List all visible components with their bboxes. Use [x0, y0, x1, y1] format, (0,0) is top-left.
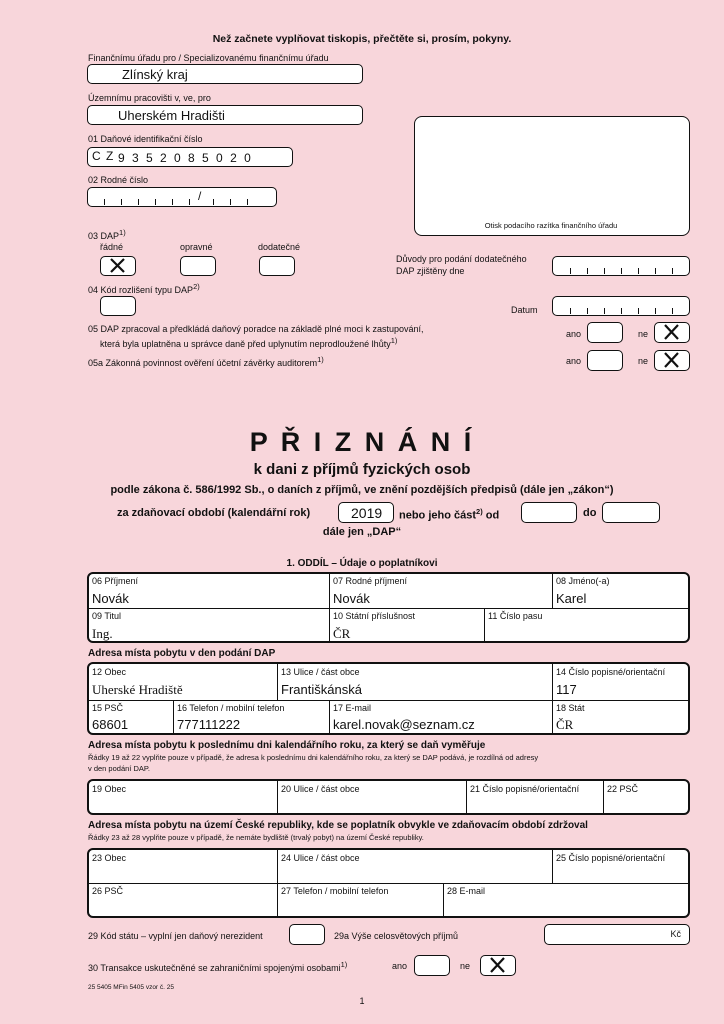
- opravne-checkbox[interactable]: [180, 256, 216, 276]
- date-field[interactable]: [552, 296, 690, 316]
- worldwide-income-field[interactable]: [544, 924, 690, 945]
- tax-id-prefix: C Z: [92, 149, 115, 163]
- year-field[interactable]: [338, 502, 394, 523]
- addr3-municipality-label[interactable]: 23 Obec: [92, 853, 127, 863]
- checked-cross-icon: [655, 323, 688, 341]
- street-label: 13 Ulice / část obce: [281, 667, 360, 677]
- reason-date-label: Důvody pro podání dodatečného DAP zjištěny dne: [396, 254, 527, 276]
- birth-no-separator: /: [198, 189, 202, 203]
- q05-yes-checkbox[interactable]: [587, 322, 623, 343]
- house-number-label: 14 Číslo popisné/orientační: [556, 667, 666, 677]
- q05a-no-label: ne: [638, 356, 649, 366]
- office-label: Finančnímu úřadu pro / Specializovanému finančnímu úřadu: [88, 53, 329, 63]
- birth-surname-value[interactable]: Novák: [333, 591, 370, 606]
- form-code: 25 5405 MFin 5405 vzor č. 25: [88, 984, 174, 991]
- checked-cross-icon: [101, 257, 134, 274]
- addr2-municipality-label[interactable]: 19 Obec: [92, 784, 127, 794]
- email-value[interactable]: karel.novak@seznam.cz: [333, 717, 475, 732]
- q05-line1: 05 DAP zpracoval a předkládá daňový poradce na základě plné moci k zastupování,: [88, 324, 424, 334]
- postcode-label: 15 PSČ: [92, 703, 124, 713]
- street-value[interactable]: Františkánská: [281, 682, 362, 697]
- period-label: za zdaňovací období (kalendářní rok): [117, 507, 311, 519]
- nationality-value[interactable]: ČR: [333, 626, 351, 641]
- q05-line2: která byla uplatněna u správce daně před uplynutím neprodloužené lhůty$^{1)}$: [100, 336, 398, 349]
- form-notice: Než začnete vyplňovat tiskopis, přečtěte si, prosím, pokyny.: [212, 33, 512, 45]
- postcode-value[interactable]: 68601: [92, 717, 129, 732]
- currency-label: Kč: [670, 929, 681, 939]
- address3-block: [87, 848, 690, 918]
- country-code-label: 29 Kód státu – vyplní jen daňový nerezident: [88, 931, 263, 941]
- title-value[interactable]: Ing.: [92, 626, 113, 641]
- country-label: 18 Stát: [556, 703, 585, 713]
- surname-value[interactable]: Novák: [92, 591, 129, 606]
- addr3-postcode-label[interactable]: 26 PSČ: [92, 886, 124, 896]
- address3-note: Řádky 23 až 28 vyplňte pouze v případě, že nemáte bydliště (trvalý pobyt) na území České republiky.: [88, 833, 424, 842]
- to-label: do: [583, 507, 597, 519]
- radne-checkbox[interactable]: [100, 256, 136, 276]
- hereafter-label: dále jen „DAP“: [322, 526, 402, 538]
- address2-note-line1: Řádky 19 až 22 vyplňte pouze v případě, že adresa k poslednímu dni kalendářního roku, za který se DAP podává, je rozdílná od adresy: [88, 753, 539, 762]
- birth-no-field[interactable]: [87, 187, 277, 207]
- address1-block: [87, 662, 690, 735]
- addr2-postcode-label[interactable]: 22 PSČ: [607, 784, 639, 794]
- option-opravne-label: opravné: [180, 242, 213, 252]
- foreign-transactions-label: 30 Transakce uskutečněné se zahraničními spojenými osobami$^{1)}$: [88, 960, 348, 973]
- transactions-yes-checkbox[interactable]: [414, 955, 450, 976]
- house-number-value[interactable]: 117: [556, 682, 577, 697]
- dap-kind-label: 04 Kód rozlišení typu DAP$^{2)}$: [88, 282, 200, 295]
- branch-field[interactable]: [87, 105, 363, 125]
- surname-label: 06 Příjmení: [92, 576, 139, 586]
- dap-type-label: 03 DAP$^{1)}$: [88, 228, 126, 241]
- q05-yes-label: ano: [566, 329, 582, 339]
- tax-id-value: 9 3 5 2 0 8 5 0 2 0: [118, 151, 253, 165]
- checked-cross-icon: [481, 956, 514, 974]
- nationality-label: 10 Státní příslušnost: [333, 611, 416, 621]
- addr3-house-number-label[interactable]: 25 Číslo popisné/orientační: [556, 853, 666, 863]
- worldwide-income-label: 29a Výše celosvětových příjmů: [334, 931, 459, 941]
- birth-no-label: 02 Rodné číslo: [88, 175, 149, 185]
- period-to-field[interactable]: [602, 502, 660, 523]
- country-code-field[interactable]: [289, 924, 325, 945]
- addr3-email-label[interactable]: 28 E-mail: [447, 886, 486, 896]
- date-label: Datum: [511, 305, 538, 315]
- address2-heading: Adresa místa pobytu k poslednímu dni kalendářního roku, za který se daň vyměřuje: [88, 740, 486, 751]
- dodatecne-checkbox[interactable]: [259, 256, 295, 276]
- transactions-yes-label: ano: [392, 961, 408, 971]
- option-dodatecne-label: dodatečné: [258, 242, 301, 252]
- stamp-caption: Otisk podacího razítka finančního úřadu: [484, 221, 618, 230]
- passport-label: 11 Číslo pasu: [488, 611, 543, 621]
- addr3-street-label[interactable]: 24 Ulice / část obce: [281, 853, 360, 863]
- part-label: nebo jeho část$^{2)}$ od: [399, 507, 500, 522]
- title-label: 09 Titul: [92, 611, 122, 621]
- form-title: P Ř I Z N Á N Í: [249, 427, 475, 457]
- law-reference: podle zákona č. 586/1992 Sb., o daních z příjmů, ve znění pozdějších předpisů (dále jen „zákon“): [110, 484, 614, 496]
- section1-heading: 1. ODDÍL – Údaje o poplatníkovi: [286, 558, 438, 569]
- branch-value: Uherském Hradišti: [118, 108, 225, 123]
- stamp-area: [414, 116, 690, 236]
- transactions-no-label: ne: [460, 961, 471, 971]
- tax-id-field[interactable]: [87, 147, 293, 167]
- q05-no-checkbox[interactable]: [654, 322, 690, 343]
- addr3-phone-label[interactable]: 27 Telefon / mobilní telefon: [281, 886, 389, 896]
- country-value[interactable]: ČR: [556, 717, 574, 732]
- municipality-value[interactable]: Uherské Hradiště: [92, 682, 183, 697]
- period-from-field[interactable]: [521, 502, 577, 523]
- address3-heading: Adresa místa pobytu na území České republiky, kde se poplatník obvykle ve zdaňovacím období zdržoval: [88, 820, 588, 831]
- dap-kind-field[interactable]: [100, 296, 136, 316]
- office-field[interactable]: [87, 64, 363, 84]
- transactions-no-checkbox[interactable]: [480, 955, 516, 976]
- page-number: 1: [359, 996, 365, 1006]
- q05a-label: 05a Zákonná povinnost ověření účetní závěrky auditorem$^{1)}$: [88, 355, 324, 368]
- form-subtitle: k dani z příjmů fyzických osob: [253, 461, 471, 478]
- office-value: Zlínský kraj: [122, 67, 188, 82]
- personal-data-block: [87, 572, 690, 643]
- tax-id-label: 01 Daňové identifikační číslo: [88, 134, 203, 144]
- address1-heading: Adresa místa pobytu v den podání DAP: [88, 648, 276, 659]
- addr2-house-number-label[interactable]: 21 Číslo popisné/orientační: [470, 784, 580, 794]
- address2-note-line2: v den podání DAP.: [88, 764, 150, 773]
- reason-date-field[interactable]: [552, 256, 690, 276]
- branch-label: Územnímu pracovišti v, ve, pro: [88, 93, 211, 103]
- checked-cross-icon: [655, 351, 688, 369]
- addr2-street-label[interactable]: 20 Ulice / část obce: [281, 784, 360, 794]
- year-value: 2019: [351, 505, 383, 521]
- first-name-label: 08 Jméno(-a): [556, 576, 610, 586]
- q05a-yes-label: ano: [566, 356, 582, 366]
- q05a-no-checkbox[interactable]: [654, 350, 690, 371]
- phone-value[interactable]: 777111222: [177, 717, 241, 732]
- birth-surname-label: 07 Rodné příjmení: [333, 576, 408, 586]
- q05a-yes-checkbox[interactable]: [587, 350, 623, 371]
- phone-label: 16 Telefon / mobilní telefon: [177, 703, 285, 713]
- municipality-label: 12 Obec: [92, 667, 127, 677]
- address2-block: [87, 779, 690, 815]
- email-label: 17 E-mail: [333, 703, 372, 713]
- option-radne-label: řádné: [100, 242, 124, 252]
- q05-no-label: ne: [638, 329, 649, 339]
- first-name-value[interactable]: Karel: [556, 591, 587, 606]
